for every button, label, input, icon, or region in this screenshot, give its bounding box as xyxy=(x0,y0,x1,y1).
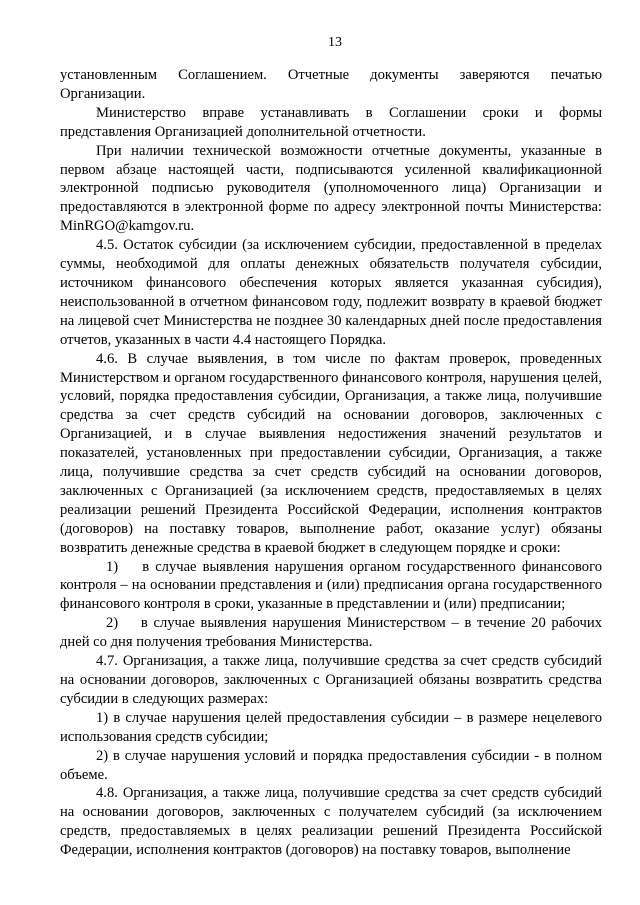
paragraph-4-5: 4.5. Остаток субсидии (за исключением субсидии, предоставленной в пределах суммы, необходимой для оплаты денежных обязательств получателя субсидии, источником финансового обеспечения которых является указанная субсидия), неиспользованной в отчетном финансовом году, подлежит возврату в краевой бюджет на лицевой счет Министерства не позднее 30 календарных дней после предоставления отчетов, указанных в части 4.4 настоящего Порядка. xyxy=(60,237,602,348)
paragraph-electronic-signature: При наличии технической возможности отчетные документы, указанные в первом абзаце настоящей части, подписываются усиленной квалификационной электронной подписью руководителя (уполномоченного лица) Организации и предоставляются в электронной форме по адресу электронной почты Министерства: MinRGO@kamgov.ru. xyxy=(60,142,602,235)
paragraph-additional-reporting: Министерство вправе устанавливать в Соглашении сроки и формы представления Организацией дополнительной отчетности. xyxy=(60,104,602,140)
paragraph-4-6-item-2: 2) в случае выявления нарушения Министерством – в течение 20 рабочих дней со дня получения требования Министерства. xyxy=(60,615,602,651)
paragraph-4-7-item-2: 2) в случае нарушения условий и порядка предоставления субсидии - в полном объеме. xyxy=(60,747,602,783)
paragraph-4-7-item-1: 1) в случае нарушения целей предоставления субсидии – в размере нецелевого использования средств субсидии; xyxy=(60,709,602,745)
paragraph-4-6: 4.6. В случае выявления, в том числе по фактам проверок, проведенных Министерством и органом государственного финансового контроля, нарушения целей, условий, порядка предоставления субсидии, Организация, а также лица, получившие средства за счет средств субсидий на основании договоров, заключенных с Организацией, и в случае выявления недостижения значений результатов и показателей, установленных при предоставлении субсидии, Организация, а также лица, получившие средства за счет средств субсидий на основании договоров, заключенных с Организацией (за исключением средств, предоставляемых в целях реализации решений Президента Российской Федерации, исполнения контрактов (договоров) на поставку товаров, выполнение работ, оказание услуг) обязаны возвратить денежные средства в краевой бюджет в следующем порядке и сроки: xyxy=(60,350,602,556)
paragraph-continuation: установленным Соглашением. Отчетные документы заверяются печатью Организации. xyxy=(60,67,602,102)
paragraph-4-8: 4.8. Организация, а также лица, получившие средства за счет средств субсидий на основании договоров, заключенных с получателем субсидий (за исключением средств, предоставляемых в целях реализации решений Президента Российской Федерации, исполнения контрактов (договоров) на поставку товаров, выполнение xyxy=(60,785,602,859)
paragraph-4-6-item-1: 1) в случае выявления нарушения органом государственного финансового контроля – на основании представления и (или) предписания органа государственного финансового контроля в сроки, указанные в представлении и (или) предписании; xyxy=(60,558,602,613)
paragraph-4-7: 4.7. Организация, а также лица, получившие средства за счет средств субсидий на основании договоров, заключенных с Организацией обязаны возвратить средства субсидии в следующих размерах: xyxy=(60,653,602,707)
page-number: 13 xyxy=(328,35,342,50)
